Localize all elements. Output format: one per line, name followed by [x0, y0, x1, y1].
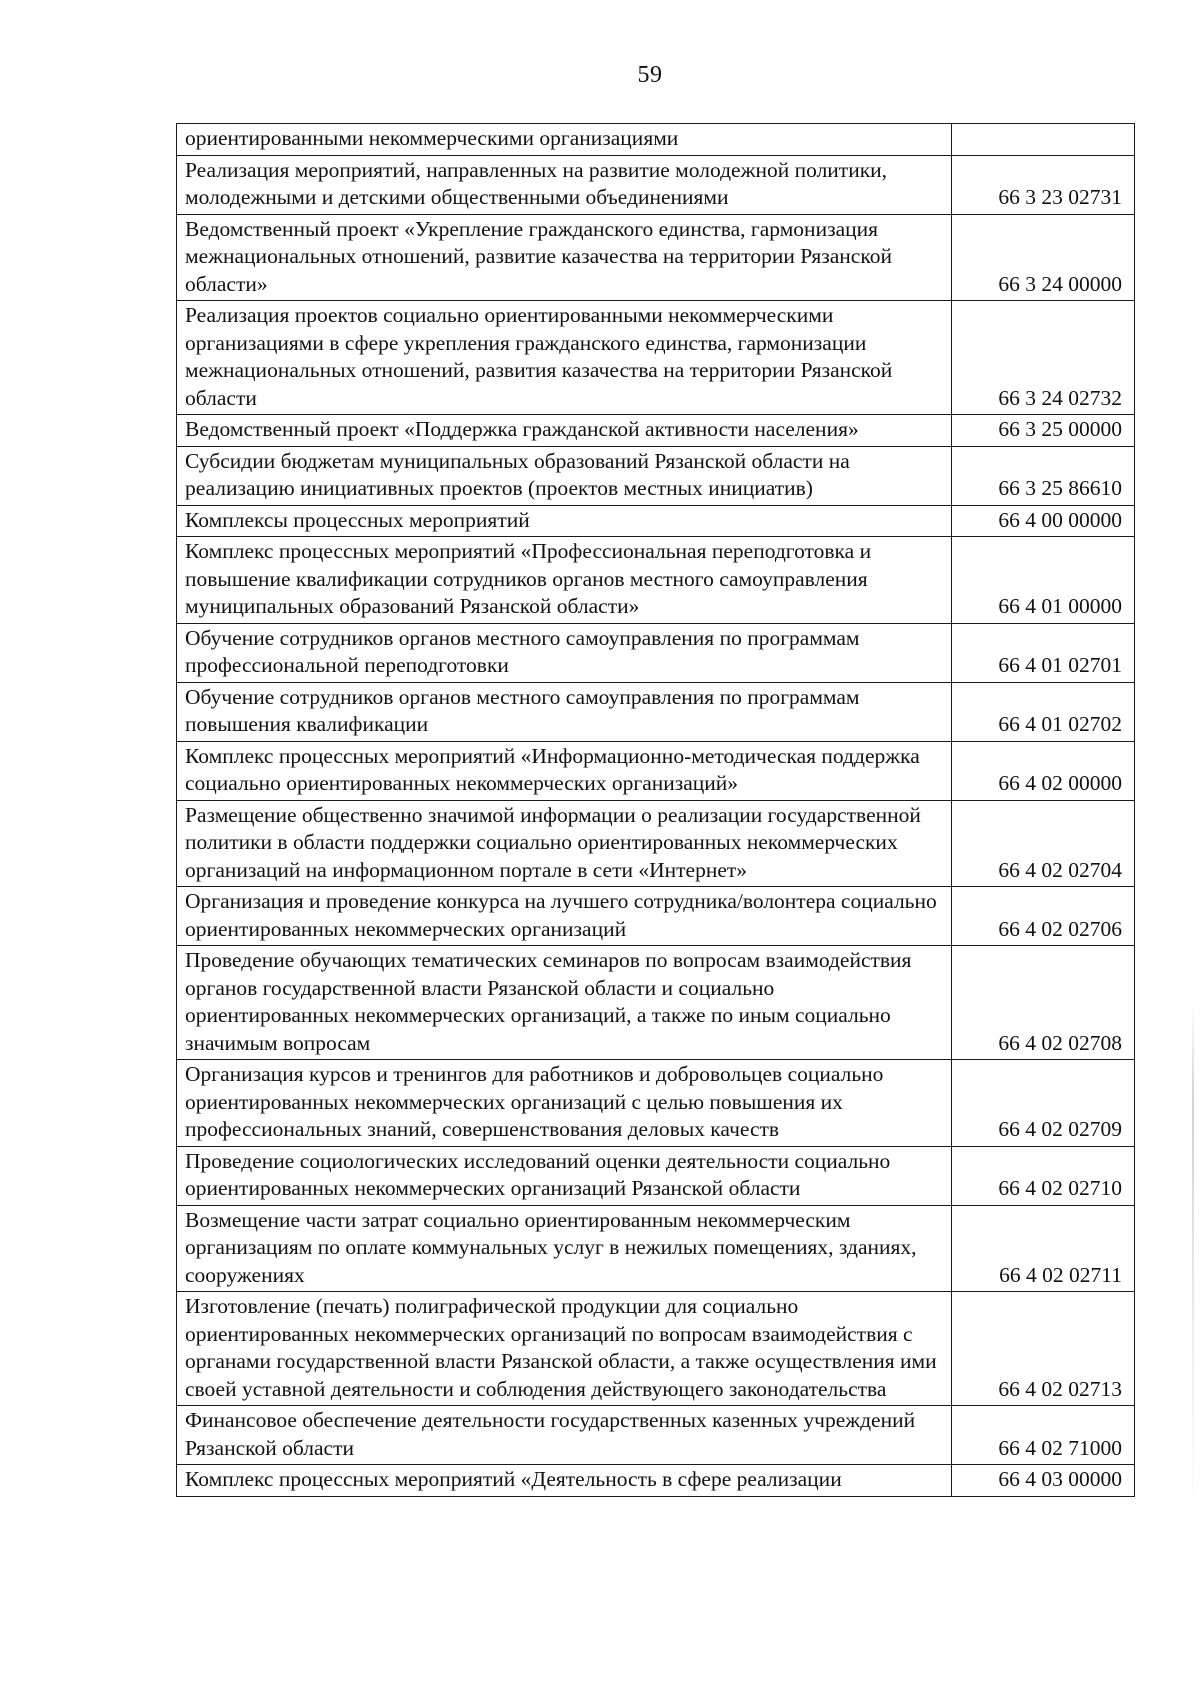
- table-row: [177, 124, 1135, 156]
- row-description: Организация курсов и тренингов для работников и добровольцев социально ориентированных некоммерческих организаций с целью повышения их профессиональных знаний, совершенствования деловых качеств: [177, 1060, 952, 1147]
- table-row: [177, 505, 1135, 537]
- row-description: Проведение обучающих тематических семинаров по вопросам взаимодействия органов государственной власти Рязанской области и социально ориентированных некоммерческих организаций, а также по иным социально значимым вопросам: [177, 946, 952, 1060]
- row-code: 66 4 02 00000: [952, 741, 1135, 800]
- row-description: ориентированными некоммерческими организациями: [177, 124, 952, 156]
- row-code: 66 4 02 02708: [952, 946, 1135, 1060]
- row-code: 66 3 25 00000: [952, 415, 1135, 447]
- table-row: [177, 415, 1135, 447]
- table-row: [177, 1406, 1135, 1465]
- row-description: Возмещение части затрат социально ориентированным некоммерческим организациям по оплате коммунальных услуг в нежилых помещениях, зданиях, сооружениях: [177, 1205, 952, 1292]
- row-description: Реализация проектов социально ориентированными некоммерческими организациями в сфере укрепления гражданского единства, гармонизации межнациональных отношений, развития казачества на территории Рязанской области: [177, 301, 952, 415]
- row-description: Комплекс процессных мероприятий «Профессиональная переподготовка и повышение квалификации сотрудников органов местного самоуправления муниципальных образований Рязанской области»: [177, 537, 952, 624]
- row-code: 66 4 02 02711: [952, 1205, 1135, 1292]
- row-code: 66 4 01 00000: [952, 537, 1135, 624]
- table-row: [177, 682, 1135, 741]
- table-row: [177, 155, 1135, 214]
- row-code: 66 3 24 02732: [952, 301, 1135, 415]
- row-code: 66 3 23 02731: [952, 155, 1135, 214]
- row-code: 66 4 00 00000: [952, 505, 1135, 537]
- table-row: [177, 1205, 1135, 1292]
- table-row: [177, 741, 1135, 800]
- table-row: [177, 446, 1135, 505]
- row-code: 66 4 02 02709: [952, 1060, 1135, 1147]
- scan-edge-artifact: [1192, 1000, 1194, 1520]
- table-row: [177, 946, 1135, 1060]
- row-description: Размещение общественно значимой информации о реализации государственной политики в области поддержки социально ориентированных некоммерческих организаций на информационном портале в сети «Интернет»: [177, 800, 952, 887]
- row-description: Субсидии бюджетам муниципальных образований Рязанской области на реализацию инициативных проектов (проектов местных инициатив): [177, 446, 952, 505]
- table-row: [177, 1292, 1135, 1406]
- row-description: Реализация мероприятий, направленных на развитие молодежной политики, молодежными и детскими общественными объединениями: [177, 155, 952, 214]
- table-row: [177, 537, 1135, 624]
- row-description: Ведомственный проект «Укрепление гражданского единства, гармонизация межнациональных отношений, развитие казачества на территории Рязанской области»: [177, 214, 952, 301]
- table-row: [177, 800, 1135, 887]
- row-code: 66 4 02 02704: [952, 800, 1135, 887]
- row-code: 66 4 01 02701: [952, 623, 1135, 682]
- row-description: Ведомственный проект «Поддержка гражданской активности населения»: [177, 415, 952, 447]
- row-description: Обучение сотрудников органов местного самоуправления по программам повышения квалификации: [177, 682, 952, 741]
- table-row: [177, 1146, 1135, 1205]
- row-code: 66 4 02 02713: [952, 1292, 1135, 1406]
- row-description: Финансовое обеспечение деятельности государственных казенных учреждений Рязанской области: [177, 1406, 952, 1465]
- row-description: Комплексы процессных мероприятий: [177, 505, 952, 537]
- row-code: [952, 124, 1135, 156]
- row-description: Комплекс процессных мероприятий «Информационно-методическая поддержка социально ориентированных некоммерческих организаций»: [177, 741, 952, 800]
- row-code: 66 4 02 02706: [952, 887, 1135, 946]
- table-row: [177, 887, 1135, 946]
- row-description: Обучение сотрудников органов местного самоуправления по программам профессиональной переподготовки: [177, 623, 952, 682]
- table-row: [177, 623, 1135, 682]
- row-code: 66 4 02 71000: [952, 1406, 1135, 1465]
- row-description: Комплекс процессных мероприятий «Деятельность в сфере реализации: [177, 1465, 952, 1497]
- row-description: Проведение социологических исследований оценки деятельности социально ориентированных некоммерческих организаций Рязанской области: [177, 1146, 952, 1205]
- row-code: 66 4 01 02702: [952, 682, 1135, 741]
- row-code: 66 3 24 00000: [952, 214, 1135, 301]
- table-row: [177, 301, 1135, 415]
- row-code: 66 4 03 00000: [952, 1465, 1135, 1497]
- row-description: Организация и проведение конкурса на лучшего сотрудника/волонтера социально ориентированных некоммерческих организаций: [177, 887, 952, 946]
- row-code: 66 4 02 02710: [952, 1146, 1135, 1205]
- table-row: [177, 214, 1135, 301]
- row-description: Изготовление (печать) полиграфической продукции для социально ориентированных некоммерческих организаций по вопросам взаимодействия с органами государственной власти Рязанской области, а также осуществления ими своей уставной деятельности и соблюдения действующего законодательства: [177, 1292, 952, 1406]
- row-code: 66 3 25 86610: [952, 446, 1135, 505]
- classification-table: [176, 123, 1135, 1497]
- table-row: [177, 1060, 1135, 1147]
- table-row: [177, 1465, 1135, 1497]
- page-number: 59: [637, 62, 663, 88]
